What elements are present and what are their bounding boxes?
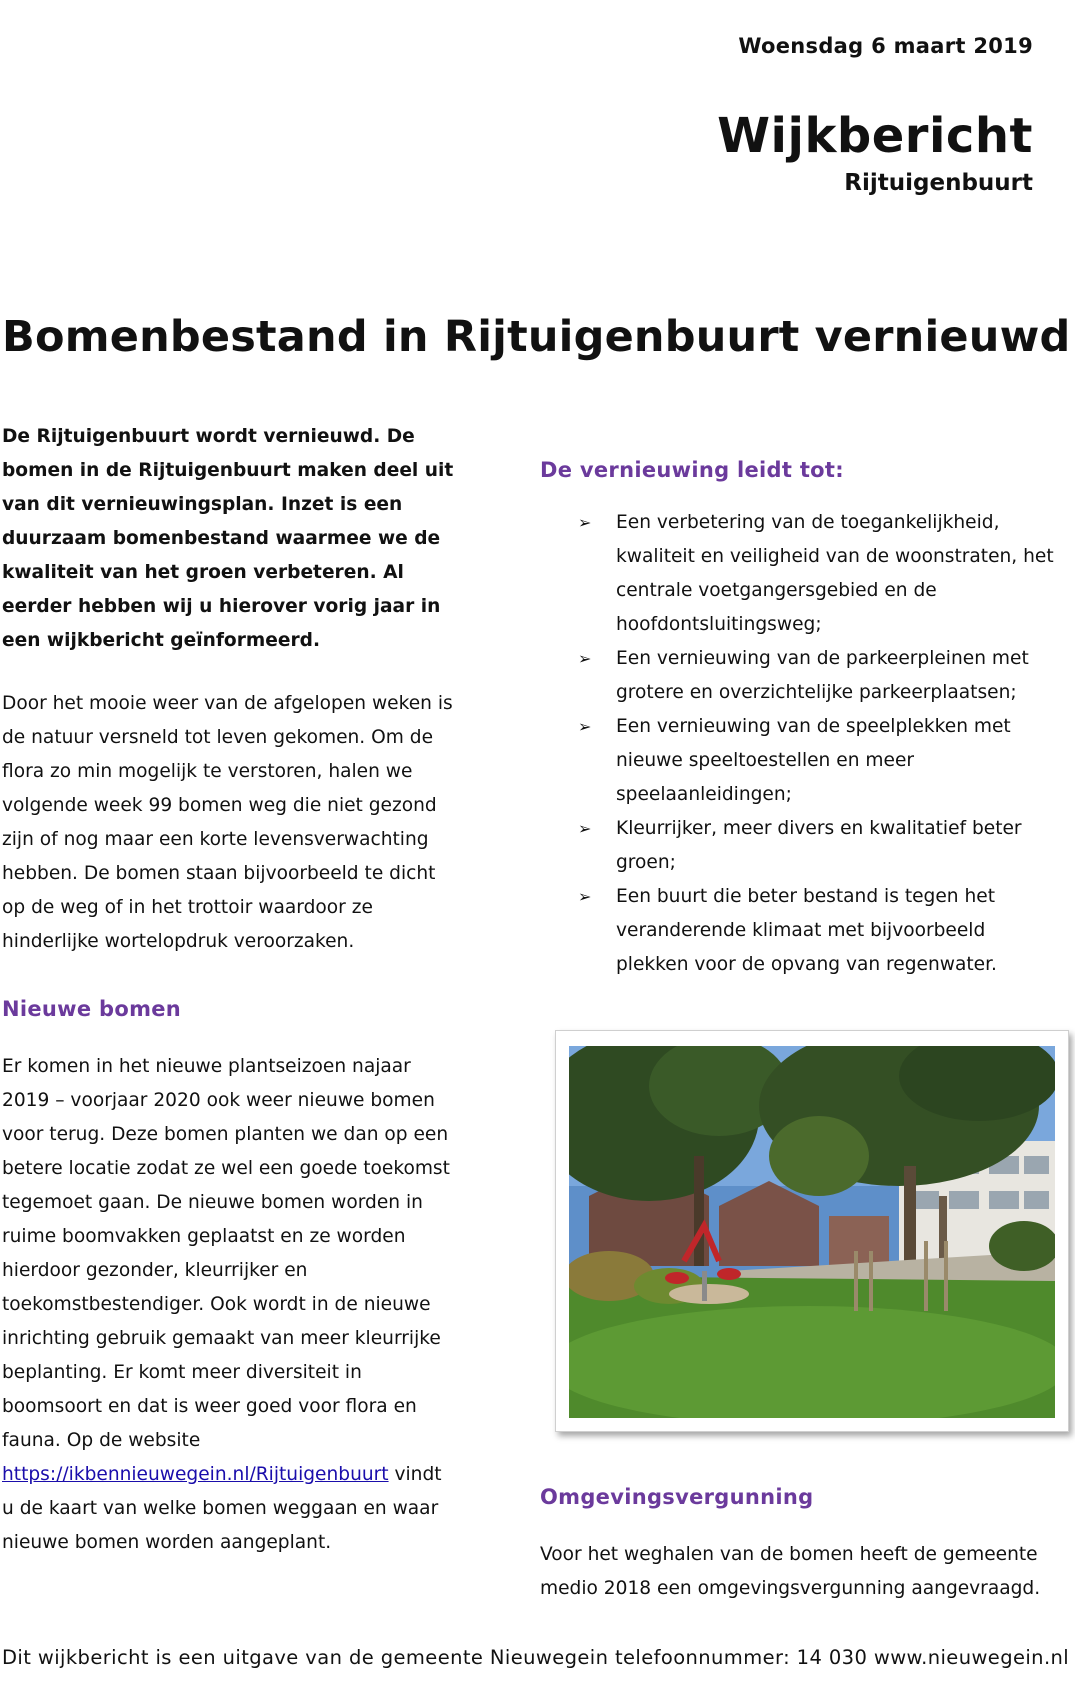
intro-line: bomen in de Rijtuigenbuurt maken deel uit <box>2 460 454 481</box>
body-line: zijn of nog maar een korte levensverwachting <box>2 829 429 850</box>
body-line: boomsoort en dat is weer goed voor flora en <box>2 1396 417 1417</box>
body-line: medio 2018 een omgevingsvergunning aangevraagd. <box>540 1578 1041 1599</box>
list-item <box>578 642 1068 710</box>
body-line: beplanting. Er komt meer diversiteit in <box>2 1362 362 1383</box>
list-item <box>578 812 1068 880</box>
body-line: Door het mooie weer van de afgelopen weken is <box>2 693 453 714</box>
body-paragraph-permit <box>540 1538 1060 1606</box>
list-item-line: speelaanleidingen; <box>616 784 792 805</box>
body-line: voor terug. Deze bomen planten we dan op een <box>2 1124 449 1145</box>
list-item-line: nieuwe speeltoestellen en meer <box>616 750 915 771</box>
body-line: hierdoor gezonder, kleurrijker en <box>2 1260 308 1281</box>
list-item-line: kwaliteit en veiligheid van de woonstraten, het <box>616 546 1054 567</box>
list-item-line: Een vernieuwing van de parkeerpleinen met <box>616 648 1029 669</box>
arrow-bullet-icon: ➢ <box>578 819 592 838</box>
intro-line: kwaliteit van het groen verbeteren. Al <box>2 562 404 583</box>
body-line: op de weg of in het trottoir waardoor ze <box>2 897 373 918</box>
body-line: hebben. De bomen staan bijvoorbeeld te dicht <box>2 863 436 884</box>
link-trailing-text: vindt <box>388 1464 442 1485</box>
body-line-with-link <box>2 1458 472 1492</box>
list-item-line: groen; <box>616 852 676 873</box>
body-line: tegemoet gaan. De nieuwe bomen worden in <box>2 1192 423 1213</box>
intro-line: De Rijtuigenbuurt wordt vernieuwd. De <box>2 426 415 447</box>
section-heading-nieuwe-bomen: Nieuwe bomen <box>2 997 182 1021</box>
intro-line: een wijkbericht geïnformeerd. <box>2 630 321 651</box>
body-line: hinderlijke wortelopdruk veroorzaken. <box>2 931 355 952</box>
arrow-bullet-icon: ➢ <box>578 649 592 668</box>
publication-date: Woensdag 6 maart 2019 <box>738 34 1033 58</box>
arrow-bullet-icon: ➢ <box>578 887 592 906</box>
body-line: Er komen in het nieuwe plantseizoen najaar <box>2 1056 411 1077</box>
list-item <box>578 710 1068 812</box>
list-item-line: grotere en overzichtelijke parkeerplaatsen; <box>616 682 1017 703</box>
section-heading-omgevingsvergunning: Omgevingsvergunning <box>540 1485 814 1509</box>
list-item-line: Kleurrijker, meer divers en kwalitatief beter <box>616 818 1022 839</box>
list-item-line: centrale voetgangersgebied en de <box>616 580 937 601</box>
section-heading-vernieuwing: De vernieuwing leidt tot: <box>540 458 844 482</box>
body-line: volgende week 99 bomen weg die niet gezond <box>2 795 437 816</box>
list-item-line: Een verbetering van de toegankelijkheid, <box>616 512 1000 533</box>
list-item-line: plekken voor de opvang van regenwater. <box>616 954 997 975</box>
article-headline: Bomenbestand in Rijtuigenbuurt vernieuwd <box>2 312 1071 362</box>
playground-photo <box>555 1030 1069 1432</box>
list-item-line: Een vernieuwing van de speelplekken met <box>616 716 1011 737</box>
body-line: nieuwe bomen worden aangeplant. <box>2 1532 332 1553</box>
website-link[interactable]: https://ikbennieuwegein.nl/Rijtuigenbuurt <box>2 1464 389 1485</box>
body-paragraph-weather <box>2 687 472 959</box>
body-line: betere locatie zodat ze wel een goede toekomst <box>2 1158 450 1179</box>
intro-line: duurzaam bomenbestand waarmee we de <box>2 528 441 549</box>
body-line: toekomstbestendiger. Ook wordt in de nieuwe <box>2 1294 431 1315</box>
body-line: flora zo min mogelijk te verstoren, halen we <box>2 761 413 782</box>
body-line: 2019 – voorjaar 2020 ook weer nieuwe bomen <box>2 1090 435 1111</box>
body-line: Voor het weghalen van de bomen heeft de gemeente <box>540 1544 1038 1565</box>
list-item <box>578 880 1068 982</box>
body-line: u de kaart van welke bomen weggaan en waar <box>2 1498 439 1519</box>
list-item-line: veranderende klimaat met bijvoorbeeld <box>616 920 986 941</box>
body-paragraph-new-trees <box>2 1050 472 1560</box>
list-item <box>578 506 1068 642</box>
park-playground-image <box>569 1046 1055 1418</box>
body-line: fauna. Op de website <box>2 1430 201 1451</box>
arrow-bullet-icon: ➢ <box>578 513 592 532</box>
masthead-title: Wijkbericht <box>717 108 1033 164</box>
intro-paragraph <box>2 420 472 658</box>
intro-line: eerder hebben wij u hierover vorig jaar in <box>2 596 441 617</box>
footer-text: Dit wijkbericht is een uitgave van de gemeente Nieuwegein telefoonnummer: 14 030 www.nieuwegein.nl <box>2 1646 1070 1669</box>
masthead-subtitle: Rijtuigenbuurt <box>844 170 1033 196</box>
body-line: ruime boomvakken geplaatst en ze worden <box>2 1226 406 1247</box>
vernieuwing-bullet-list <box>578 506 1068 982</box>
body-line: inrichting gebruik gemaakt van meer kleurrijke <box>2 1328 441 1349</box>
body-line: de natuur versneld tot leven gekomen. Om de <box>2 727 434 748</box>
intro-line: van dit vernieuwingsplan. Inzet is een <box>2 494 403 515</box>
arrow-bullet-icon: ➢ <box>578 717 592 736</box>
list-item-line: Een buurt die beter bestand is tegen het <box>616 886 996 907</box>
list-item-line: hoofdontsluitingsweg; <box>616 614 822 635</box>
